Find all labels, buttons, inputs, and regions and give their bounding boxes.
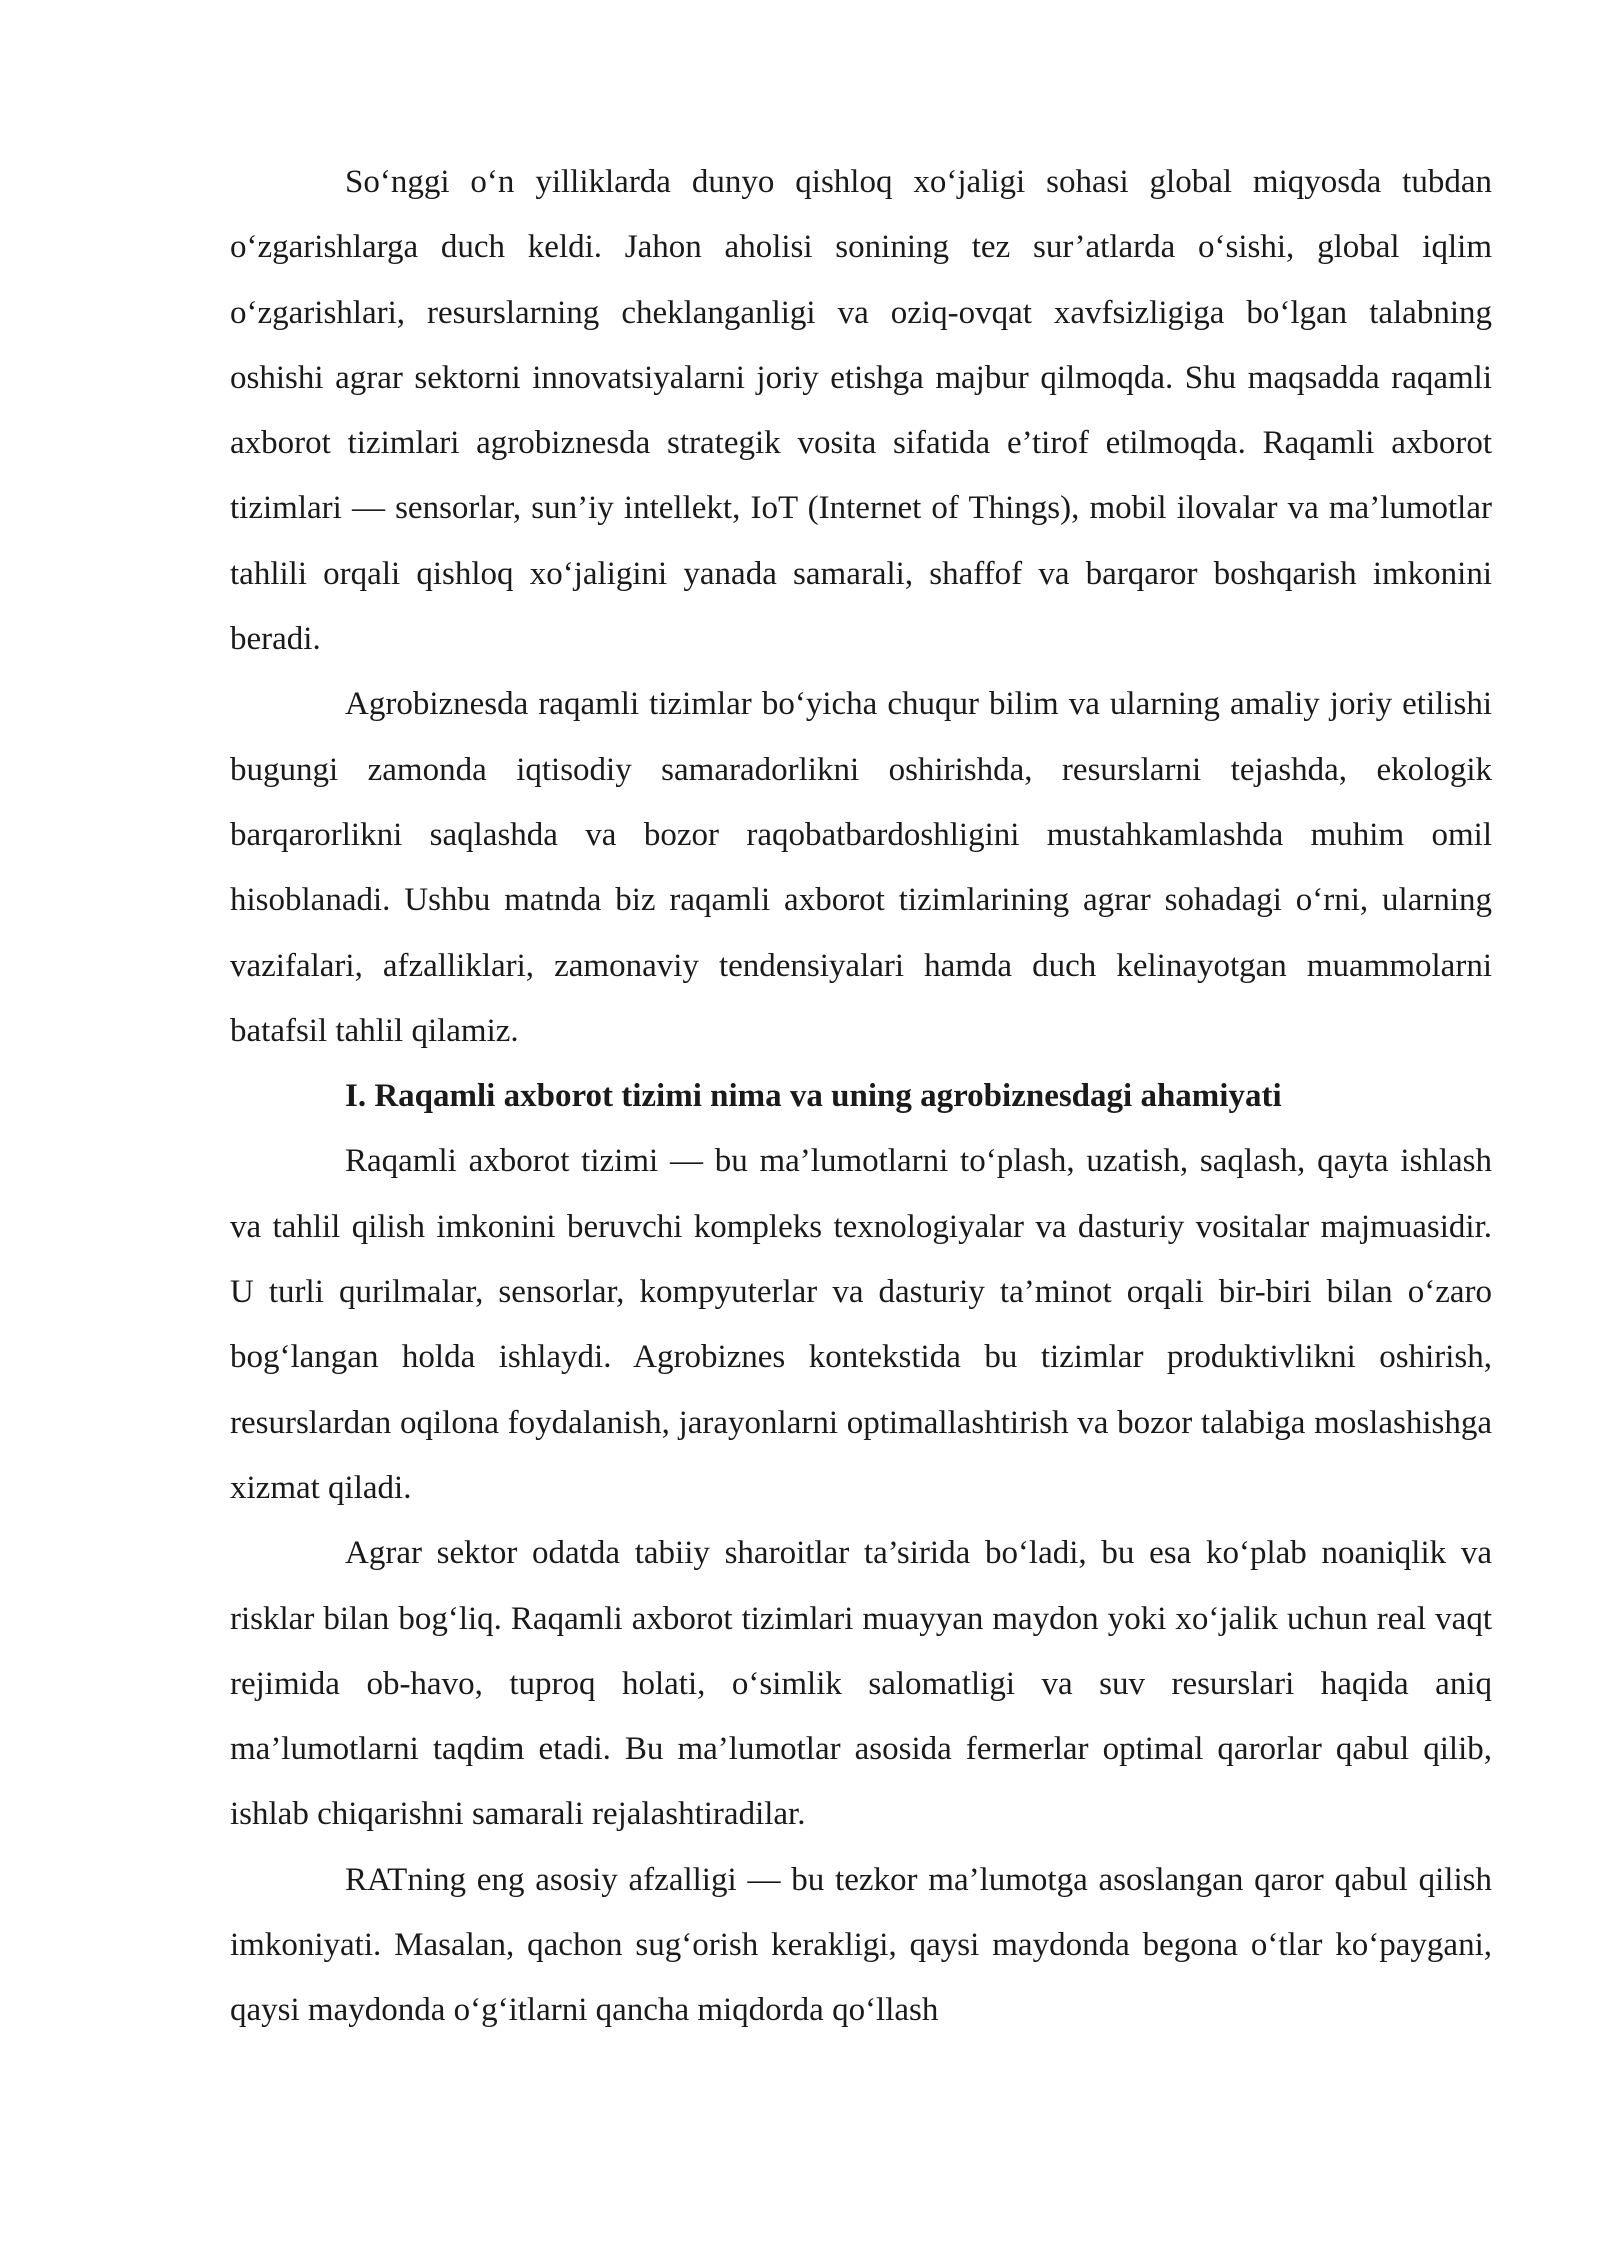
section-heading: I. Raqamli axborot tizimi nima va uning agrobiznesdagi ahamiyati xyxy=(345,1078,1282,1115)
section-paragraph-2: Agrar sektor odatda tabiiy sharoitlar ta’sirida bo‘ladi, bu esa ko‘plab noaniqlik va risklar bilan bog‘liq. Raqamli axborot tizimlari muayyan maydon yoki xo‘jalik uchun real vaqt rejimida ob-havo, tuproq holati, o‘simlik salomatligi va suv resurslari haqida aniq ma’lumotlarni taqdim etadi. Bu ma’lumotlar asosida fermerlar optimal qarorlar qabul qilib, ishlab chiqarishni samarali rejalashtiradilar. xyxy=(230,1535,1492,1833)
document-page xyxy=(230,150,1492,2044)
section-paragraph-3: RATning eng asosiy afzalligi — bu tezkor ma’lumotga asoslangan qaror qabul qilish imkoniyati. Masalan, qachon sug‘orish kerakligi, qaysi maydonda begona o‘tlar ko‘paygani, qaysi maydonda o‘g‘itlarni qancha miqdorda qo‘llash xyxy=(230,1861,1492,2029)
section-paragraph-1: Raqamli axborot tizimi — bu ma’lumotlarni to‘plash, uzatish, saqlash, qayta ishlash va tahlil qilish imkonini beruvchi kompleks texnologiyalar va dasturiy vositalar majmuasidir. U turli qurilmalar, sensorlar, kompyuterlar va dasturiy ta’minot orqali bir-biri bilan o‘zaro bog‘langan holda ishlaydi. Agrobiznes kontekstida bu tizimlar produktivlikni oshirish, resurslardan oqilona foydalanish, jarayonlarni optimallashtirish va bozor talabiga moslashishga xizmat qiladi. xyxy=(230,1143,1492,1506)
intro-paragraph-1: So‘nggi o‘n yilliklarda dunyo qishloq xo‘jaligi sohasi global miqyosda tubdan o‘zgarishlarga duch keldi. Jahon aholisi sonining tez sur’atlarda o‘sishi, global iqlim o‘zgarishlari, resurslarning cheklanganligi va oziq-ovqat xavfsizligiga bo‘lgan talabning oshishi agrar sektorni innovatsiyalarni joriy etishga majbur qilmoqda. Shu maqsadda raqamli axborot tizimlari agrobiznesda strategik vosita sifatida e’tirof etilmoqda. Raqamli axborot tizimlari — sensorlar, sun’iy intellekt, IoT (Internet of Things), mobil ilovalar va ma’lumotlar tahlili orqali qishloq xo‘jaligini yanada samarali, shaffof va barqaror boshqarish imkonini beradi. xyxy=(230,164,1492,658)
intro-paragraph-2: Agrobiznesda raqamli tizimlar bo‘yicha chuqur bilim va ularning amaliy joriy etilishi bugungi zamonda iqtisodiy samaradorlikni oshirishda, resurslarni tejashda, ekologik barqarorlikni saqlashda va bozor raqobatbardoshligini mustahkamlashda muhim omil hisoblanadi. Ushbu matnda biz raqamli axborot tizimlarining agrar sohadagi o‘rni, ularning vazifalari, afzalliklari, zamonaviy tendensiyalari hamda duch kelinayotgan muammolarni batafsil tahlil qilamiz. xyxy=(230,686,1492,1049)
